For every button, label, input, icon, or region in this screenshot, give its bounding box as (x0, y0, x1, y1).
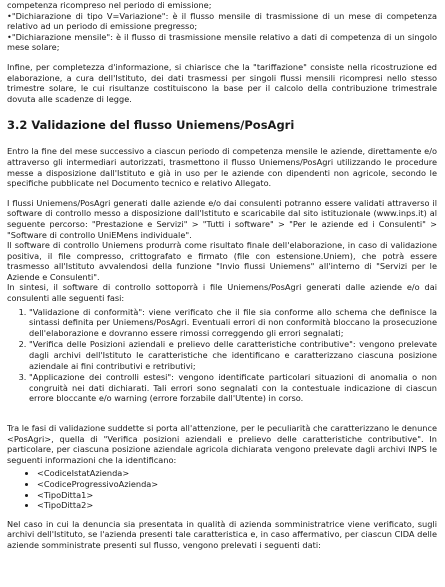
paragraph-sintesi: In sintesi, il software di controllo sottoporrà i file Uniemens/PosAgri generati dalle aziende e/o dai consulenti alle seguenti fasi: (7, 282, 437, 304)
list-item: • <TipoDitta1> (37, 490, 437, 501)
paragraph-fasi-validazione: Tra le fasi di validazione suddette si porta all'attenzione, per le peculiarità che caratterizzano le denunce <PosAgri>, quella di "Verifica posizioni aziendali e prelievo delle caratteristiche contributive". In particolare, per ciascuna posizione aziendale agricola dichiarata vengono prelevate dagli archivi INPS le seguenti informazioni che la identificano: (7, 423, 437, 465)
paragraph-trasmissione: Entro la fine del mese successivo a ciascun periodo di competenza mensile le aziende, direttamente e/o attraverso gli intermediari autorizzati, trasmettono il flusso Uniemens/PosAgri utilizzando le procedure messe a disposizione dall'Istituto e già in uso per le aziende con dipendenti non agricole, secondo le specifiche pubblicate nel Documento tecnico e relativo Allegato. (7, 146, 437, 189)
document-page (7, 0, 437, 551)
intro-definitions (7, 0, 437, 53)
list-item: 3. "Applicazione dei controlli estesi": vengono identificate particolari situazioni di anomalia o non congruità nei dati dichiarati. Tali errori sono segnalati con la contestuale indicazione di ciascun errore bloccante e/o warning (errore forzabile dall'Utente) in corso. (29, 372, 437, 404)
list-item: • <CodiceIstatAzienda> (37, 468, 437, 479)
fields-list (7, 468, 437, 510)
paragraph-software-controllo: I flussi Uniemens/PosAgri generati dalle aziende e/o dai consulenti potranno essere validati attraverso il software di controllo messo a disposizione dall'Istituto e scaricabile dal sito istituzionale (www.inps.it) al seguente percorso: "Prestazione e Servizi" > "Tutti i software" > "Per le aziende ed i Consulenti" > "Software di controllo UniEMens individuale". (7, 197, 437, 240)
list-item: 2. "Verifica delle Posizioni aziendali e prelievo delle caratteristiche contributive": vengono prelevate dagli archivi dell'Istituto le caratteristiche che identificano e caratterizzano ciascuna posizione aziendale ai fini contributivi e retributivi; (29, 339, 437, 371)
definition-mensile: •"Dichiarazione mensile": è il flusso di trasmissione mensile relativo a dati di competenza di un singolo mese solare; (7, 31, 437, 53)
section-heading: 3.2 Validazione del flusso Uniemens/PosAgri (7, 118, 295, 133)
paragraph-somministratrice: Nel caso in cui la denuncia sia presentata in qualità di azienda somministratrice viene verificato, sugli archivi dell'Istituto, se l'azienda presenti tale caratteristica e, in caso affermativo, per ciascun CIDA delle aziende somministrate presenti sul flusso, vengono prelevati i seguenti dati: (7, 518, 437, 550)
list-item: • <CodiceProgressivoAzienda> (37, 479, 437, 490)
spacer (7, 405, 437, 423)
paragraph-tariffazione: Infine, per completezza d'informazione, si chiarisce che la "tariffazione" consiste nella ricostruzione ed elaborazione, a cura dell'Istituto, dei dati trasmessi per singoli flussi mensili ricompresi nello stesso trimestre solare, le cui risultanze costituiscono la base per il calcolo della contribuzione trimestrale dovuta alle scadenze di legge. (7, 61, 437, 104)
list-item: • <TipoDitta2> (37, 500, 437, 511)
definition-variazione: •"Dichiarazione di tipo V=Variazione": è il flusso mensile di trasmissione di un mese di competenza relativo ad un periodo di emissione pregresso; (7, 10, 437, 32)
list-item: 1. "Validazione di conformità": viene verificato che il file sia conforme allo schema che definisce la sintassi definita per Uniemens/PosAgri. Eventuali errori di non conformità bloccano la prosecuzione dell'elaborazione e dovranno essere rimossi correggendo gli errori segnalati; (29, 307, 437, 339)
validation-steps-list (7, 307, 437, 404)
definition-line: competenza ricompreso nel periodo di emissione; (7, 0, 212, 10)
paragraph-risultato: Il software di controllo Uniemens produrrà come risultato finale dell'elaborazione, in caso di validazione positiva, il file compresso, crittografato e firmato (file con estensione.Uniem), che potrà essere trasmesso all'Istituto avvalendosi della funzione "Invio flussi Uniemens" all'interno di "Servizi per le Aziende e Consulenti". (7, 240, 437, 282)
